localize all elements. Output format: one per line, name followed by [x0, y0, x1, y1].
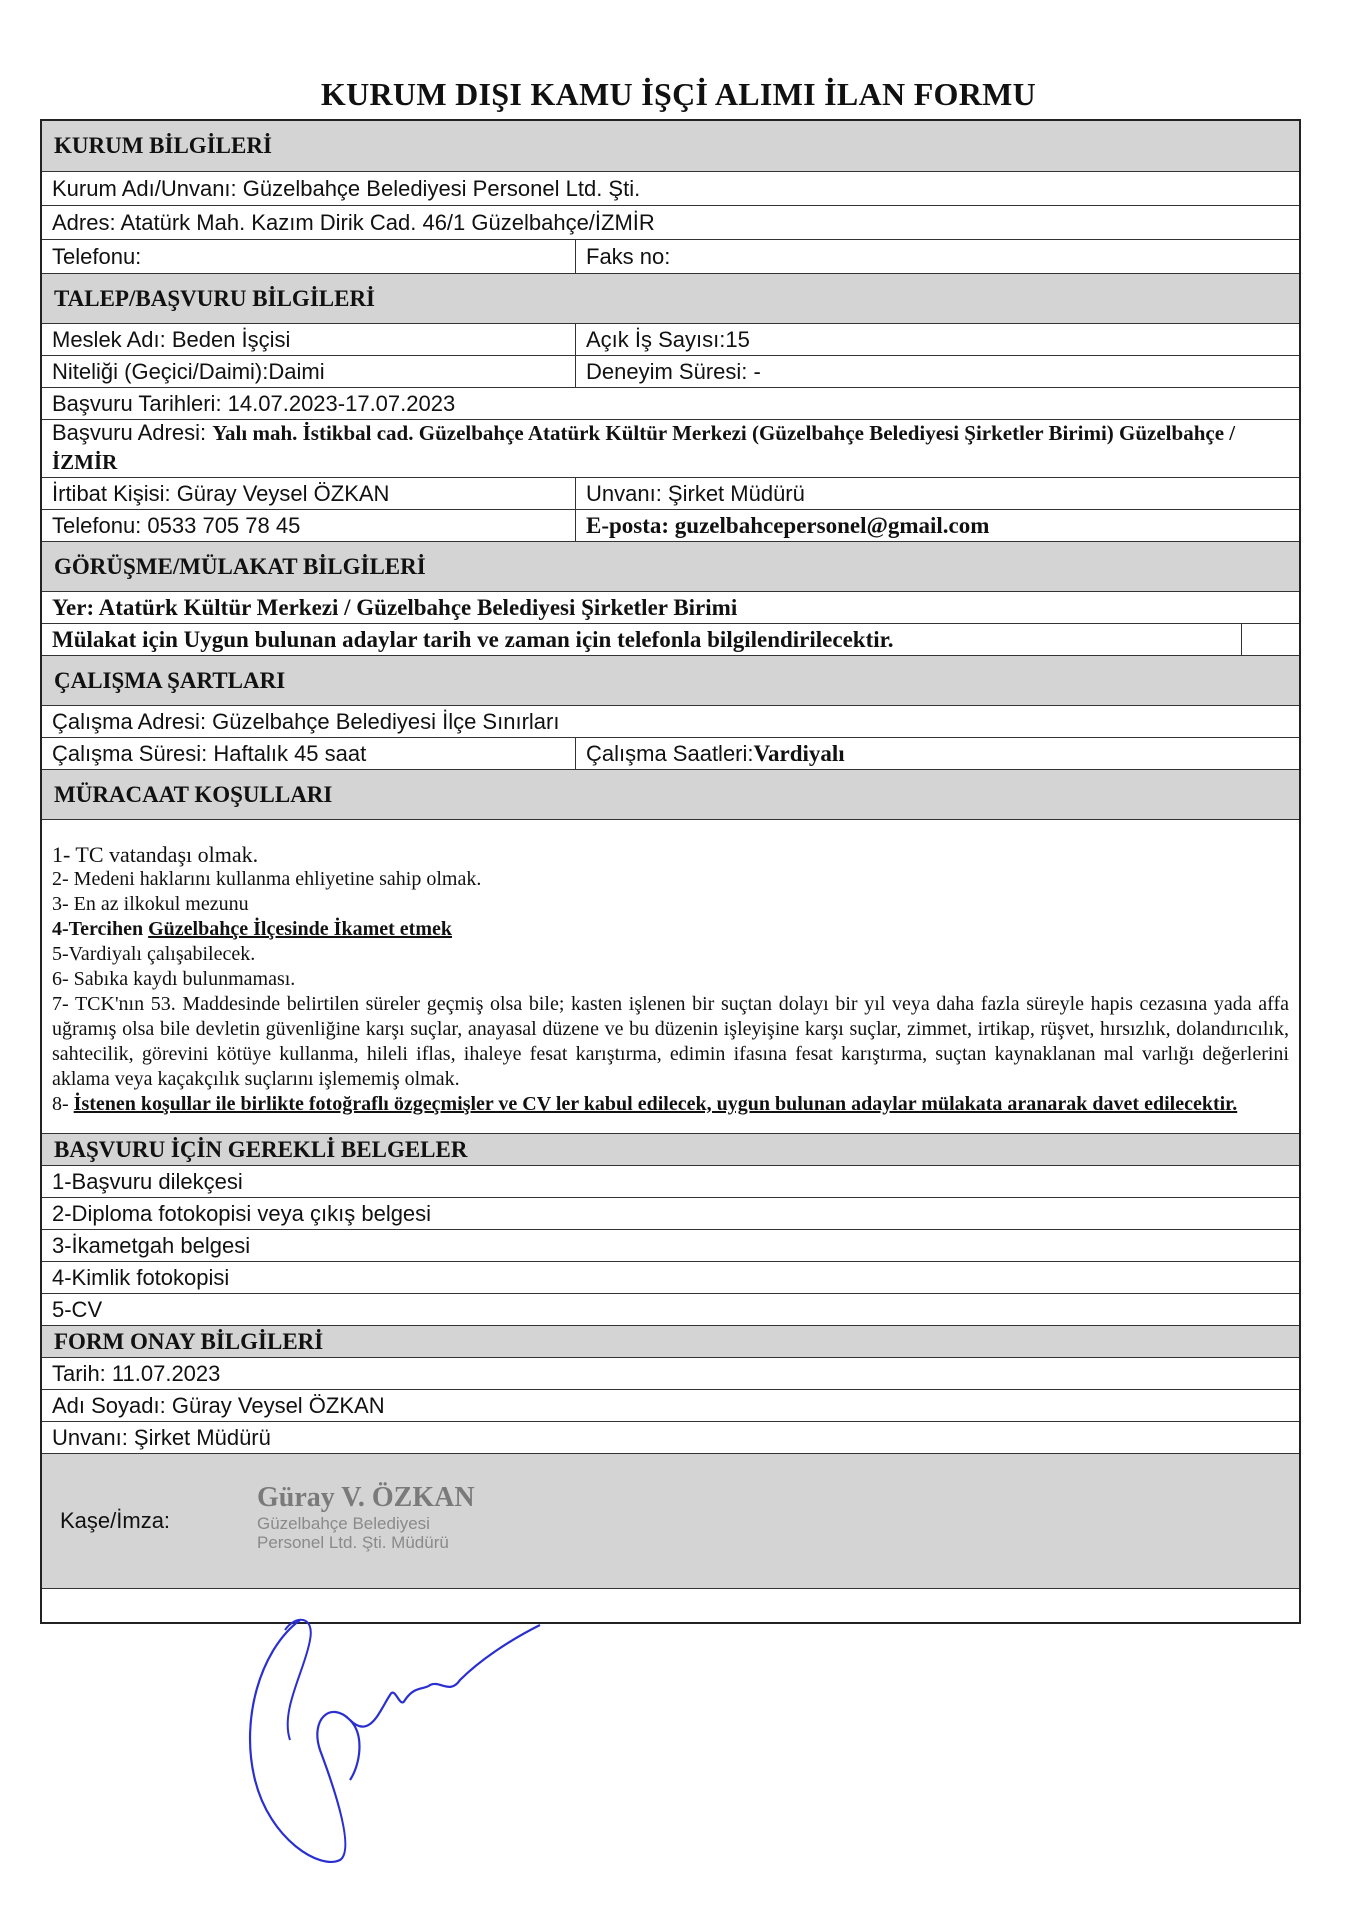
niteligi: Niteliği (Geçici/Daimi):Daimi — [42, 356, 576, 387]
calisma-suresi: Çalışma Süresi: Haftalık 45 saat — [42, 738, 576, 769]
belge-1: 1-Başvuru dilekçesi — [52, 1168, 243, 1194]
company-stamp — [257, 1482, 475, 1552]
basvuru-tarihleri: Başvuru Tarihleri: 14.07.2023-17.07.2023 — [52, 390, 456, 416]
belge-4: 4-Kimlik fotokopisi — [52, 1264, 230, 1290]
belge-5: 5-CV — [52, 1296, 103, 1322]
muracaat-kosullari-list — [42, 820, 1299, 1133]
belge-3: 3-İkametgah belgesi — [52, 1232, 251, 1258]
kosul-8-underlined: İstenen koşullar ile birlikte fotoğraflı özgeçmişler ve CV ler kabul edilecek, uygun bulunan adaylar mülakata aranarak davet edilecektir. — [73, 1093, 1238, 1115]
form-table — [40, 119, 1301, 1624]
kosul-8 — [52, 1092, 1289, 1117]
basvuru-adresi-value: Yalı mah. İstikbal cad. Güzelbahçe Atatürk Kültür Merkezi (Güzelbahçe Belediyesi Şirketler Birimi) Güzelbahçe /İZMİR — [52, 420, 1236, 474]
stamp-line-2: Personel Ltd. Şti. Müdürü — [257, 1533, 449, 1552]
kurum-telefon: Telefonu: — [42, 240, 576, 273]
mulakat-notu: Mülakat için Uygun bulunan adaylar tarih ve zaman için telefonla bilgilendirilecektir. — [42, 624, 1242, 655]
kosul-7: 7- TCK'nın 53. Maddesinde belirtilen süreler geçmiş olsa bile; kasten işlenen bir suçtan dolayı bir yıl veya daha fazla süreyle hapis cezasına yada affa uğramış olsa bile devletin güvenliğine karşı suçlar, anayasal düzene ve bu düzenin işleyişine karşı suçlar, zimmet, irtikap, rüşvet, hırsızlık, dolandırıcılık, sahtecilik, görevini kötüye kullanma, hileli iflas, ihaleye fesat karıştırma, edimin ifasına fesat karıştırma, suçtan kaynaklanan mal varlığı değerlerini aklama veya kaçakçılık suçlarını işlememiş olmak. — [52, 993, 1289, 1090]
kosul-1: 1- TC vatandaşı olmak. — [52, 842, 259, 867]
section-muracaat-header: MÜRACAAT KOŞULLARI — [42, 769, 1299, 819]
mulakat-yeri: Yer: Atatürk Kültür Merkezi / Güzelbahçe Belediyesi Şirketler Birimi — [52, 594, 738, 620]
calisma-adresi: Çalışma Adresi: Güzelbahçe Belediyesi İlçe Sınırları — [52, 708, 560, 734]
calisma-saatleri-label: Çalışma Saatleri: — [586, 740, 754, 766]
calisma-saatleri — [576, 738, 1299, 769]
kosul-4-prefix: 4-Tercihen — [52, 918, 149, 940]
irtibat-telefonu: Telefonu: 0533 705 78 45 — [42, 510, 576, 541]
deneyim-suresi: Deneyim Süresi: - — [586, 358, 761, 384]
kosul-5: 5-Vardiyalı çalışabilecek. — [52, 943, 256, 965]
e-posta: E-posta: guzelbahcepersonel@gmail.com — [586, 512, 990, 538]
kosul-8-prefix: 8- — [52, 1093, 74, 1115]
kosul-3: 3- En az ilkokul mezunu — [52, 893, 249, 915]
section-onay-header: FORM ONAY BİLGİLERİ — [42, 1325, 1299, 1357]
basvuru-adresi — [42, 420, 1299, 477]
empty-row — [42, 1588, 1299, 1622]
kosul-2: 2- Medeni haklarını kullanma ehliyetine sahip olmak. — [52, 868, 482, 890]
onay-unvani: Unvanı: Şirket Müdürü — [52, 1424, 271, 1450]
stamp-name: Güray V. ÖZKAN — [257, 1482, 475, 1513]
kosul-4 — [52, 917, 1289, 942]
onay-tarih: Tarih: 11.07.2023 — [52, 1360, 221, 1386]
handwritten-signature — [240, 1590, 620, 1880]
basvuru-adresi-label: Başvuru Adresi: — [52, 420, 213, 445]
kurum-adi: Kurum Adı/Unvanı: Güzelbahçe Belediyesi Personel Ltd. Şti. — [52, 175, 641, 201]
kase-imza-row — [42, 1453, 1299, 1588]
irtibat-unvani: Unvanı: Şirket Müdürü — [586, 480, 805, 506]
acik-is-sayisi: Açık İş Sayısı:15 — [586, 326, 750, 352]
kosul-6: 6- Sabıka kaydı bulunmaması. — [52, 968, 296, 990]
form-title: KURUM DIŞI KAMU İŞÇİ ALIMI İLAN FORMU — [320, 76, 1037, 112]
section-gorusme-header: GÖRÜŞME/MÜLAKAT BİLGİLERİ — [42, 541, 1299, 591]
stamp-line-1: Güzelbahçe Belediyesi — [257, 1514, 430, 1533]
section-talep-header: TALEP/BAŞVURU BİLGİLERİ — [42, 273, 1299, 323]
section-kurum-header: KURUM BİLGİLERİ — [42, 121, 1299, 171]
onay-adi-soyadi: Adı Soyadı: Güray Veysel ÖZKAN — [52, 1392, 385, 1418]
kurum-adres: Adres: Atatürk Mah. Kazım Dirik Cad. 46/1 Güzelbahçe/İZMİR — [52, 209, 655, 235]
kosul-4-underlined: Güzelbahçe İlçesinde İkamet etmek — [148, 918, 452, 940]
calisma-saatleri-value: Vardiyalı — [753, 740, 845, 766]
section-calisma-header: ÇALIŞMA ŞARTLARI — [42, 655, 1299, 705]
section-belgeler-header: BAŞVURU İÇİN GEREKLİ BELGELER — [42, 1133, 1299, 1165]
belge-2: 2-Diploma fotokopisi veya çıkış belgesi — [52, 1200, 432, 1226]
kurum-faks: Faks no: — [586, 243, 671, 269]
kase-imza-label: Kaşe/İmza: — [60, 1508, 171, 1533]
irtibat-kisisi: İrtibat Kişisi: Güray Veysel ÖZKAN — [42, 478, 576, 509]
meslek-adi: Meslek Adı: Beden İşçisi — [42, 324, 576, 355]
